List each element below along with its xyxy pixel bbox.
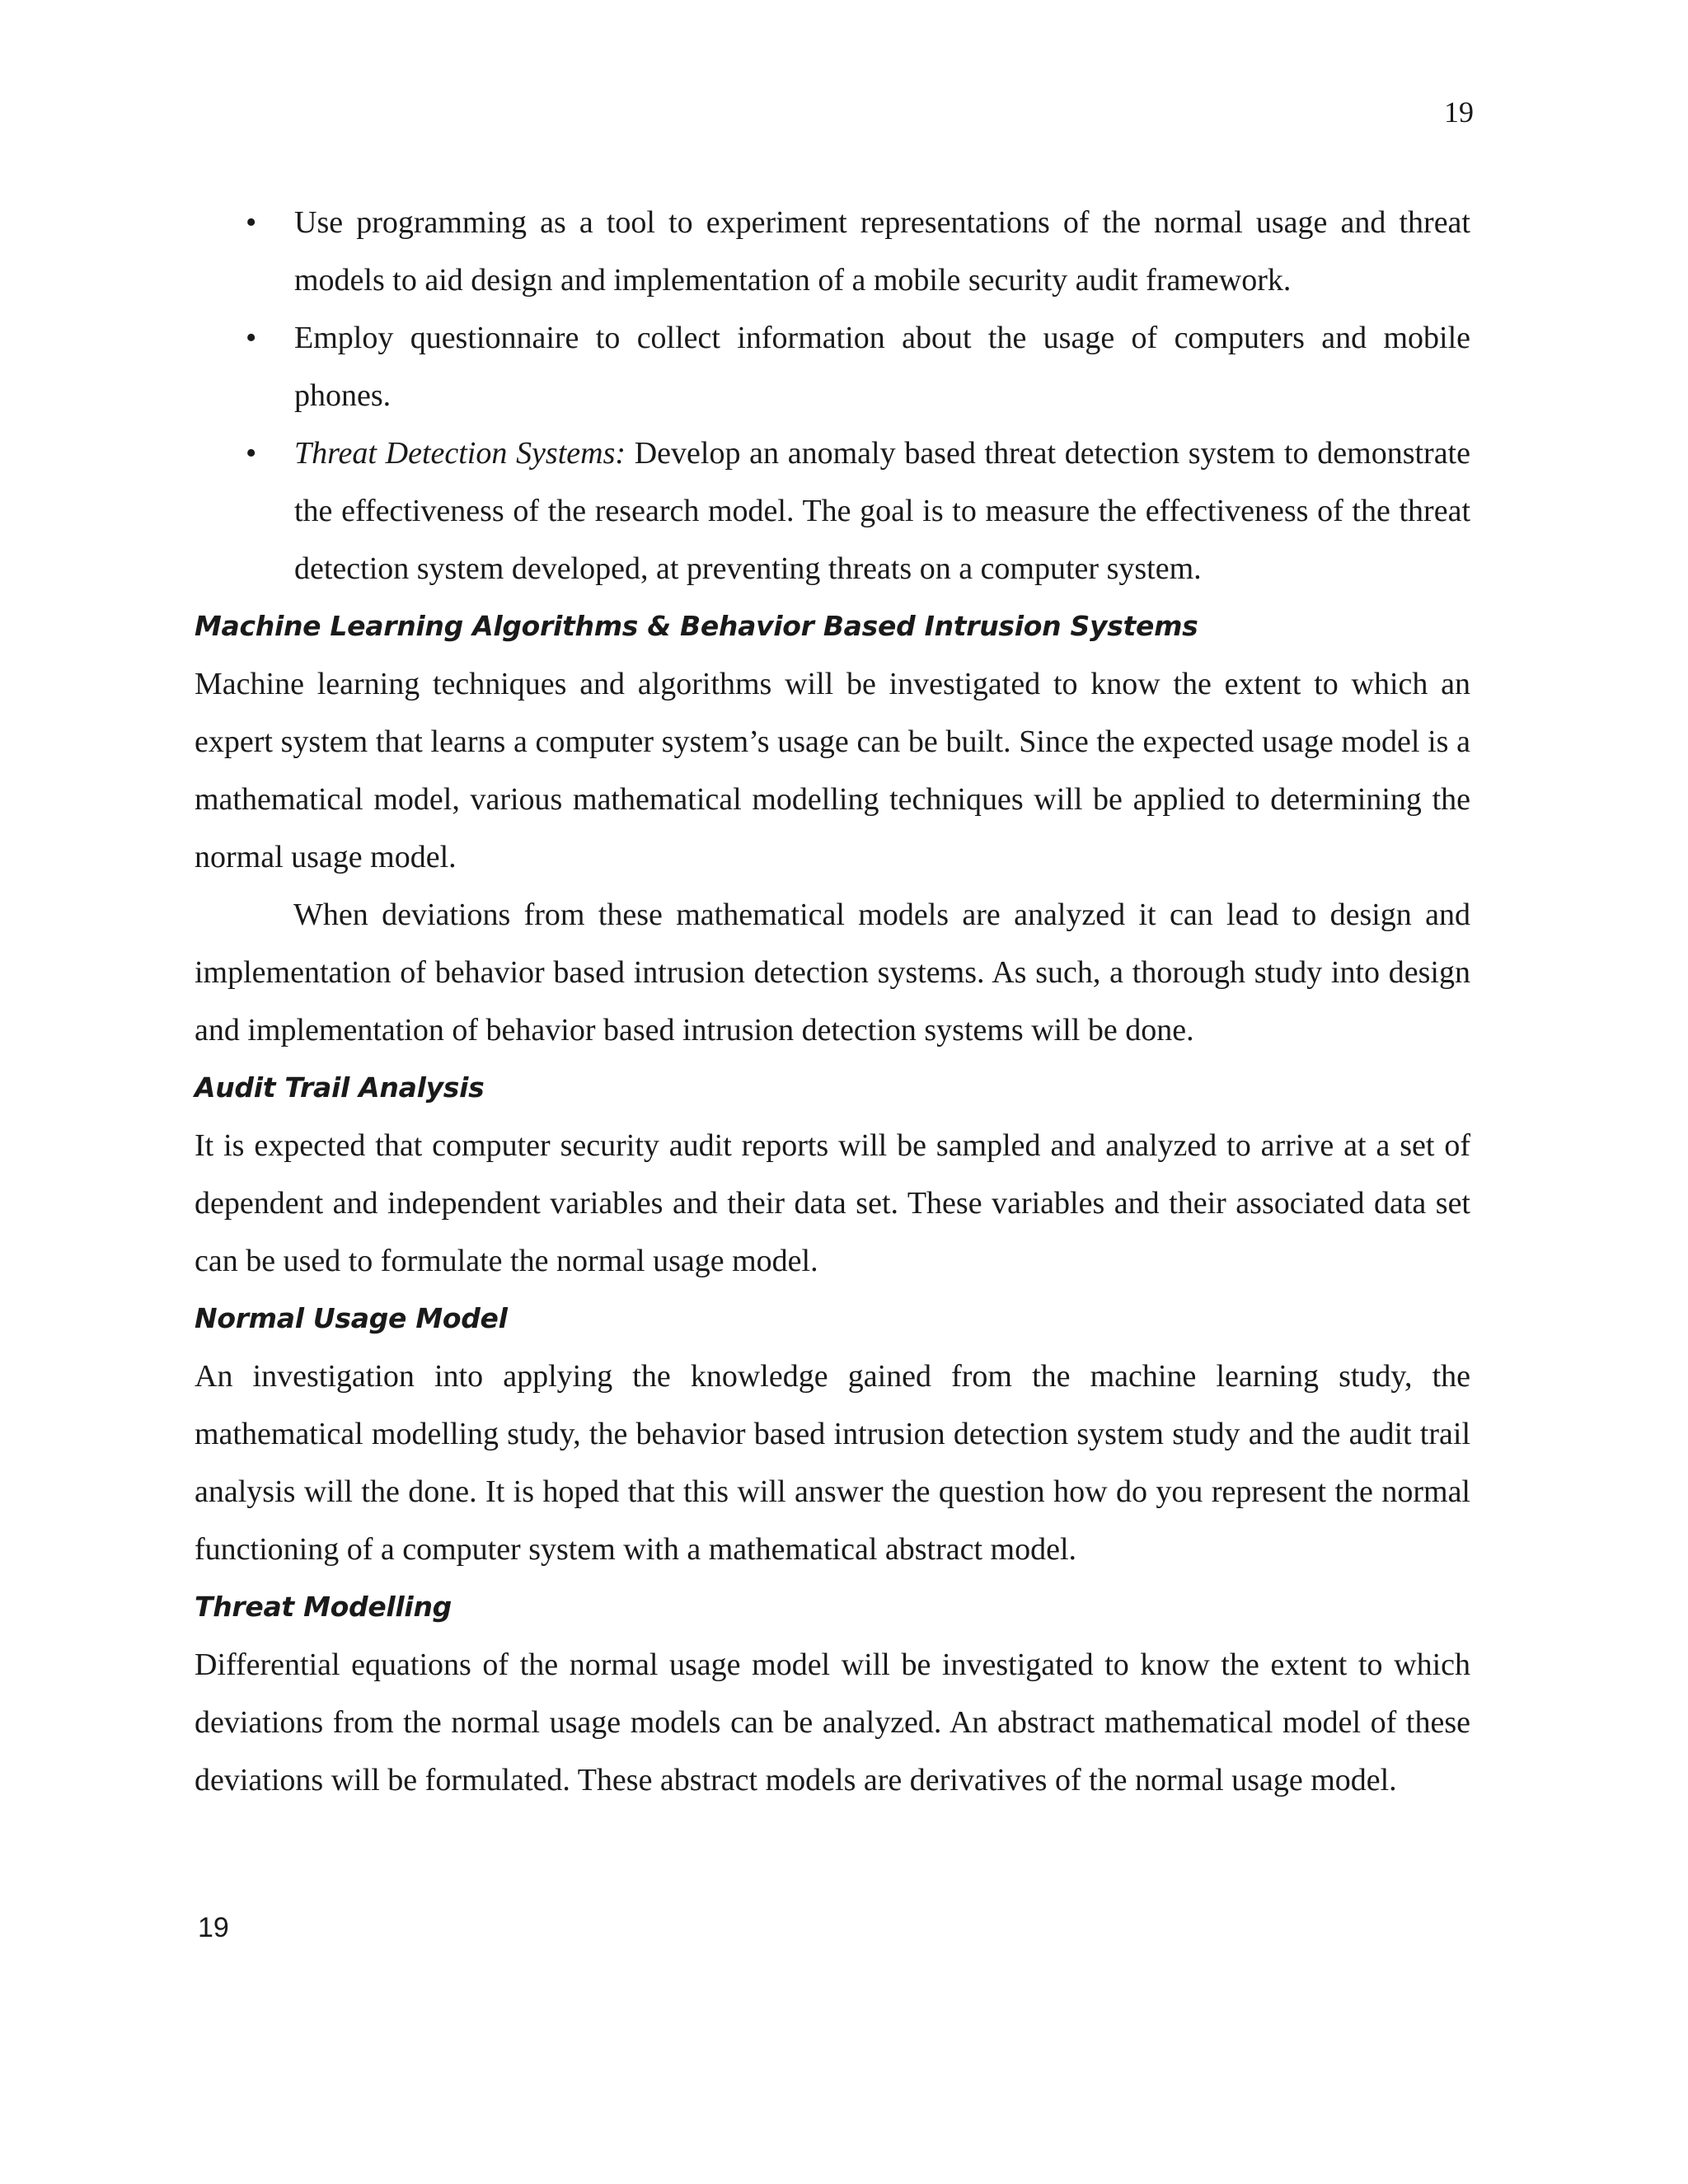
list-item xyxy=(195,194,1470,309)
list-item-lead: Threat Detection Systems: xyxy=(294,436,626,471)
bullet-icon: • xyxy=(246,436,257,471)
section-heading: Audit Trail Analysis xyxy=(195,1071,485,1104)
paragraph: When deviations from these mathematical models are analyzed it can lead to design and implementation of behavior based intrusion detection systems. As such, a thorough study into design and implementation of behavior based intrusion detection systems will be done. xyxy=(195,898,1470,1047)
list-item xyxy=(195,424,1470,598)
section-heading: Threat Modelling xyxy=(195,1591,452,1623)
list-item-text: Develop an anomaly based threat detection system to demonstrate the effectiveness of the research model. The goal is to measure the effectiveness of the threat detection system developed, at preventing threats on a computer system. xyxy=(294,436,1470,586)
objectives-list xyxy=(195,194,1470,598)
page-number-footer: 19 xyxy=(198,1912,229,1943)
paragraph: It is expected that computer security audit reports will be sampled and analyzed to arrive at a set of dependent and independent variables and their data set. These variables and their associated data set can be used to formulate the normal usage model. xyxy=(195,1128,1470,1278)
list-item-text: Use programming as a tool to experiment representations of the normal usage and threat models to aid design and implementation of a mobile security audit framework. xyxy=(294,205,1470,298)
page-number-header: 19 xyxy=(1444,96,1474,129)
page-content xyxy=(195,194,1470,1809)
section-heading: Machine Learning Algorithms & Behavior Based Intrusion Systems xyxy=(195,610,1198,642)
bullet-icon: • xyxy=(246,205,257,240)
list-item-text: Employ questionnaire to collect information about the usage of computers and mobile phones. xyxy=(294,321,1470,413)
paragraph: Machine learning techniques and algorithms will be investigated to know the extent to which an expert system that learns a computer system’s usage can be built. Since the expected usage model is a mathematical model, various mathematical modelling techniques will be applied to determining the normal usage model. xyxy=(195,667,1470,874)
paragraph: Differential equations of the normal usage model will be investigated to know the extent to which deviations from the normal usage models can be analyzed. An abstract mathematical model of these deviations will be formulated. These abstract models are derivatives of the normal usage model. xyxy=(195,1647,1470,1797)
section-heading: Normal Usage Model xyxy=(195,1302,508,1334)
paragraph: An investigation into applying the knowledge gained from the machine learning study, the mathematical modelling study, the behavior based intrusion detection system study and the audit trail analysis will the done. It is hoped that this will answer the question how do you represent the normal functioning of a computer system with a mathematical abstract model. xyxy=(195,1359,1470,1567)
bullet-icon: • xyxy=(246,321,257,355)
list-item xyxy=(195,309,1470,424)
